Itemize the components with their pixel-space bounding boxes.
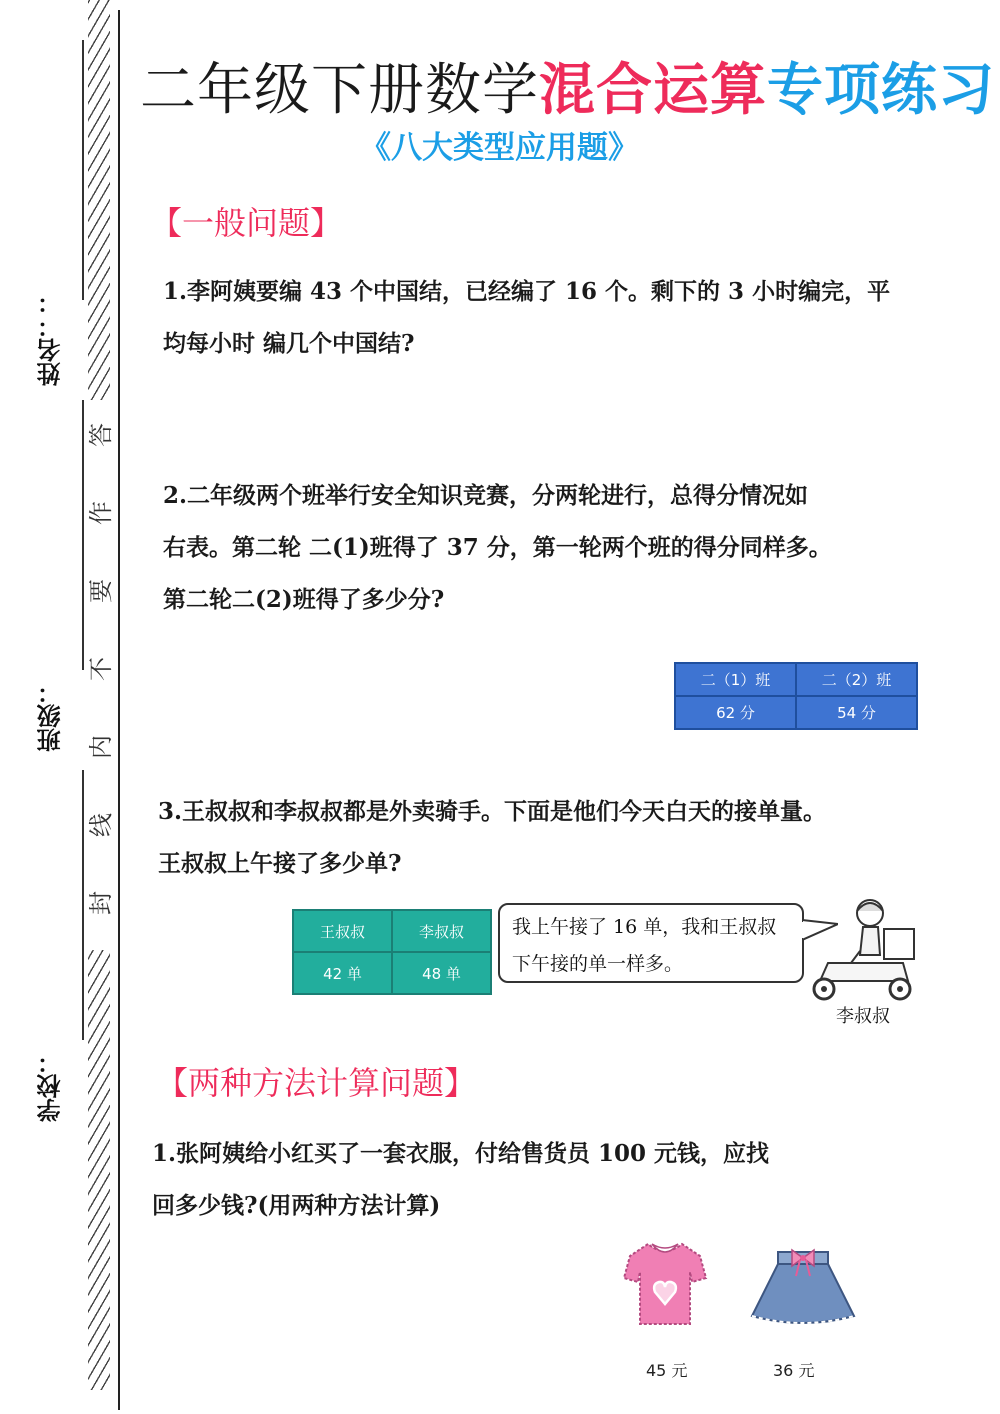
class-field	[30, 400, 70, 780]
rider-label: 李叔叔	[836, 1006, 890, 1027]
question-2-line-1: 2.二年级两个班举行安全知识竞赛，分两轮进行，总得分情况如	[163, 482, 809, 509]
question-1-line-1: 1.李阿姨要编 43 个中国结，已经编了 16 个。剩下的 3 小时编完，平	[163, 278, 891, 305]
title-part3: 专项练习	[767, 58, 995, 123]
table-header-cell: 王叔叔	[293, 910, 392, 952]
title-part2: 混合运算	[539, 58, 767, 123]
question-2	[163, 470, 832, 626]
class-score-table	[674, 662, 918, 730]
seal-char-5: 内	[87, 735, 115, 759]
bubble-line-1: 我上午接了 16 单，我和王叔叔	[512, 916, 777, 938]
question-2-1-line-1: 1.张阿姨给小红买了一套衣服，付给售货员 100 元钱，应找	[152, 1140, 770, 1167]
question-2-line-3: 第二轮二(2)班得了多少分?	[163, 586, 445, 613]
binding-hatch-top	[88, 0, 110, 400]
table-header-cell: 李叔叔	[392, 910, 491, 952]
name-field	[30, 20, 70, 420]
table-value-cell: 48 单	[392, 952, 491, 994]
table-value-cell: 42 单	[293, 952, 392, 994]
skirt-price: 36 元	[773, 1361, 815, 1380]
seal-char-1: 答	[87, 423, 115, 447]
seal-char-6: 线	[87, 813, 115, 837]
seal-char-2: 作	[87, 501, 115, 525]
school-label: 学校：	[36, 1050, 65, 1122]
shirt-price: 45 元	[646, 1361, 688, 1380]
question-2-line-2: 右表。第二轮 二(1)班得了 37 分，第一轮两个班的得分同样多。	[163, 534, 832, 561]
bubble-line-2: 下午接的单一样多。	[512, 953, 684, 975]
question-3-line-1: 3.王叔叔和李叔叔都是外卖骑手。下面是他们今天白天的接单量。	[158, 798, 827, 825]
section-heading-general: 【一般问题】	[150, 204, 343, 242]
question-1	[163, 266, 890, 370]
seal-char-4: 不	[87, 657, 115, 681]
school-line[interactable]	[82, 770, 84, 1040]
binding-hatch-bottom	[88, 950, 110, 1390]
question-2-1-line-2: 回多少钱?(用两种方法计算)	[152, 1192, 441, 1219]
table-value-cell: 62 分	[675, 696, 796, 729]
skirt-icon	[748, 1246, 858, 1328]
school-field	[30, 770, 70, 1130]
table-header-cell: 二（2）班	[796, 663, 917, 696]
table-header-cell: 二（1）班	[675, 663, 796, 696]
class-line[interactable]	[82, 400, 84, 670]
name-label: 姓名：：	[36, 290, 65, 386]
question-3-line-2: 王叔叔上午接了多少单?	[158, 850, 402, 877]
seal-char-3: 要	[87, 579, 115, 603]
page-title	[140, 46, 995, 126]
speech-bubble	[498, 903, 804, 983]
pink-shirt-icon	[622, 1238, 708, 1330]
orders-table	[292, 909, 492, 995]
name-line[interactable]	[82, 40, 84, 300]
binding-line	[118, 10, 120, 1410]
class-label: 班级：	[36, 680, 65, 752]
question-1-line-2: 均每小时 编几个中国结?	[163, 330, 415, 357]
title-part1: 二年级下册数学	[140, 58, 539, 123]
delivery-rider-icon	[808, 893, 918, 1008]
question-2-1	[152, 1128, 769, 1232]
seal-char-7: 封	[87, 891, 115, 915]
table-value-cell: 54 分	[796, 696, 917, 729]
page-subtitle: 《八大类型应用题》	[360, 130, 639, 166]
question-3	[158, 786, 826, 890]
section-heading-two-methods: 【两种方法计算问题】	[156, 1064, 477, 1102]
